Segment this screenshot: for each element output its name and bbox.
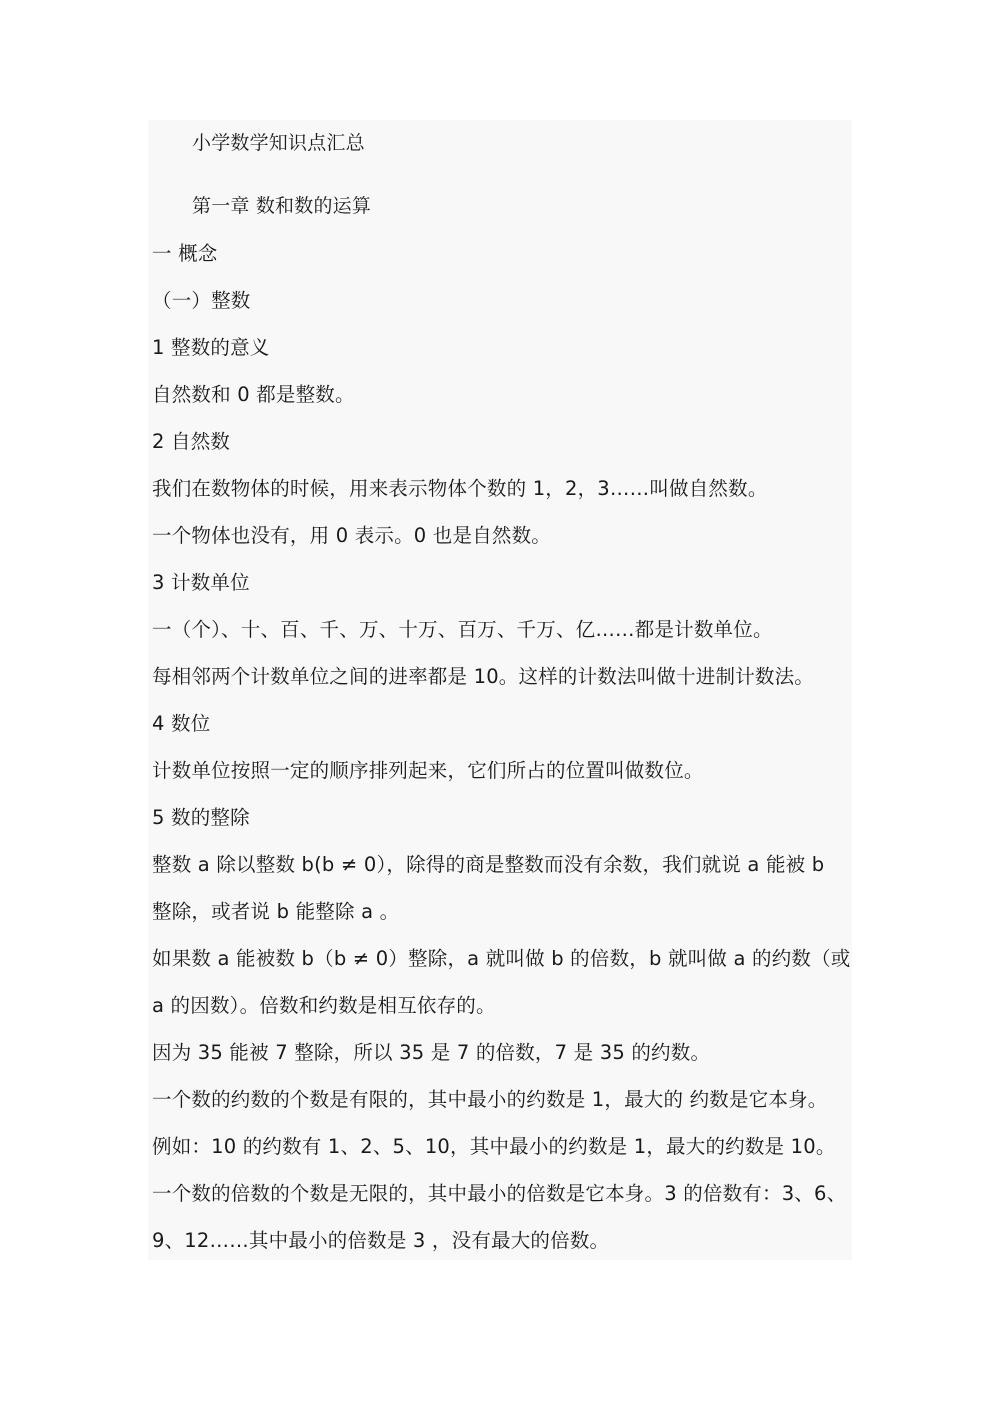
paragraph-line: 我们在数物体的时候，用来表示物体个数的 1，2，3……叫做自然数。 bbox=[152, 477, 768, 500]
heading-natural-number: 2 自然数 bbox=[152, 430, 231, 453]
paragraph-line: 一个物体也没有，用 0 表示。0 也是自然数。 bbox=[152, 524, 552, 547]
paragraph-line: 整数 a 除以整数 b(b ≠ 0），除得的商是整数而没有余数，我们就说 a 能被 b bbox=[152, 853, 825, 876]
paragraph-line: a 的因数）。倍数和约数是相互依存的。 bbox=[152, 994, 496, 1017]
heading-counting-unit: 3 计数单位 bbox=[152, 571, 250, 594]
paragraph-line: 整除，或者说 b 能整除 a 。 bbox=[152, 900, 400, 923]
heading-integer-meaning: 1 整数的意义 bbox=[152, 336, 270, 359]
paragraph-line: 计数单位按照一定的顺序排列起来，它们所占的位置叫做数位。 bbox=[152, 759, 704, 782]
paragraph-line: 自然数和 0 都是整数。 bbox=[152, 383, 355, 406]
paragraph-line: 例如：10 的约数有 1、2、5、10，其中最小的约数是 1，最大的约数是 10。 bbox=[152, 1135, 836, 1158]
document-title: 小学数学知识点汇总 bbox=[192, 132, 365, 154]
paragraph-line: 9、12……其中最小的倍数是 3 ，没有最大的倍数。 bbox=[152, 1229, 610, 1252]
heading-divisibility: 5 数的整除 bbox=[152, 806, 250, 829]
paragraph-line: 因为 35 能被 7 整除，所以 35 是 7 的倍数，7 是 35 的约数。 bbox=[152, 1041, 711, 1064]
paragraph-line: 每相邻两个计数单位之间的进率都是 10。这样的计数法叫做十进制计数法。 bbox=[152, 665, 815, 688]
paragraph-line: 如果数 a 能被数 b（b ≠ 0）整除，a 就叫做 b 的倍数，b 就叫做 a 的约数（或 bbox=[152, 947, 851, 970]
subsection-heading: （一）整数 bbox=[152, 289, 251, 312]
heading-digit-place: 4 数位 bbox=[152, 712, 211, 735]
paragraph-line: 一个数的倍数的个数是无限的，其中最小的倍数是它本身。3 的倍数有：3、6、 bbox=[152, 1182, 847, 1205]
paragraph-line: 一（个）、十、百、千、万、十万、百万、千万、亿……都是计数单位。 bbox=[152, 618, 773, 641]
chapter-heading: 第一章 数和数的运算 bbox=[192, 195, 372, 217]
paragraph-line: 一个数的约数的个数是有限的，其中最小的约数是 1，最大的 约数是它本身。 bbox=[152, 1088, 828, 1111]
section-heading: 一 概念 bbox=[152, 242, 218, 265]
